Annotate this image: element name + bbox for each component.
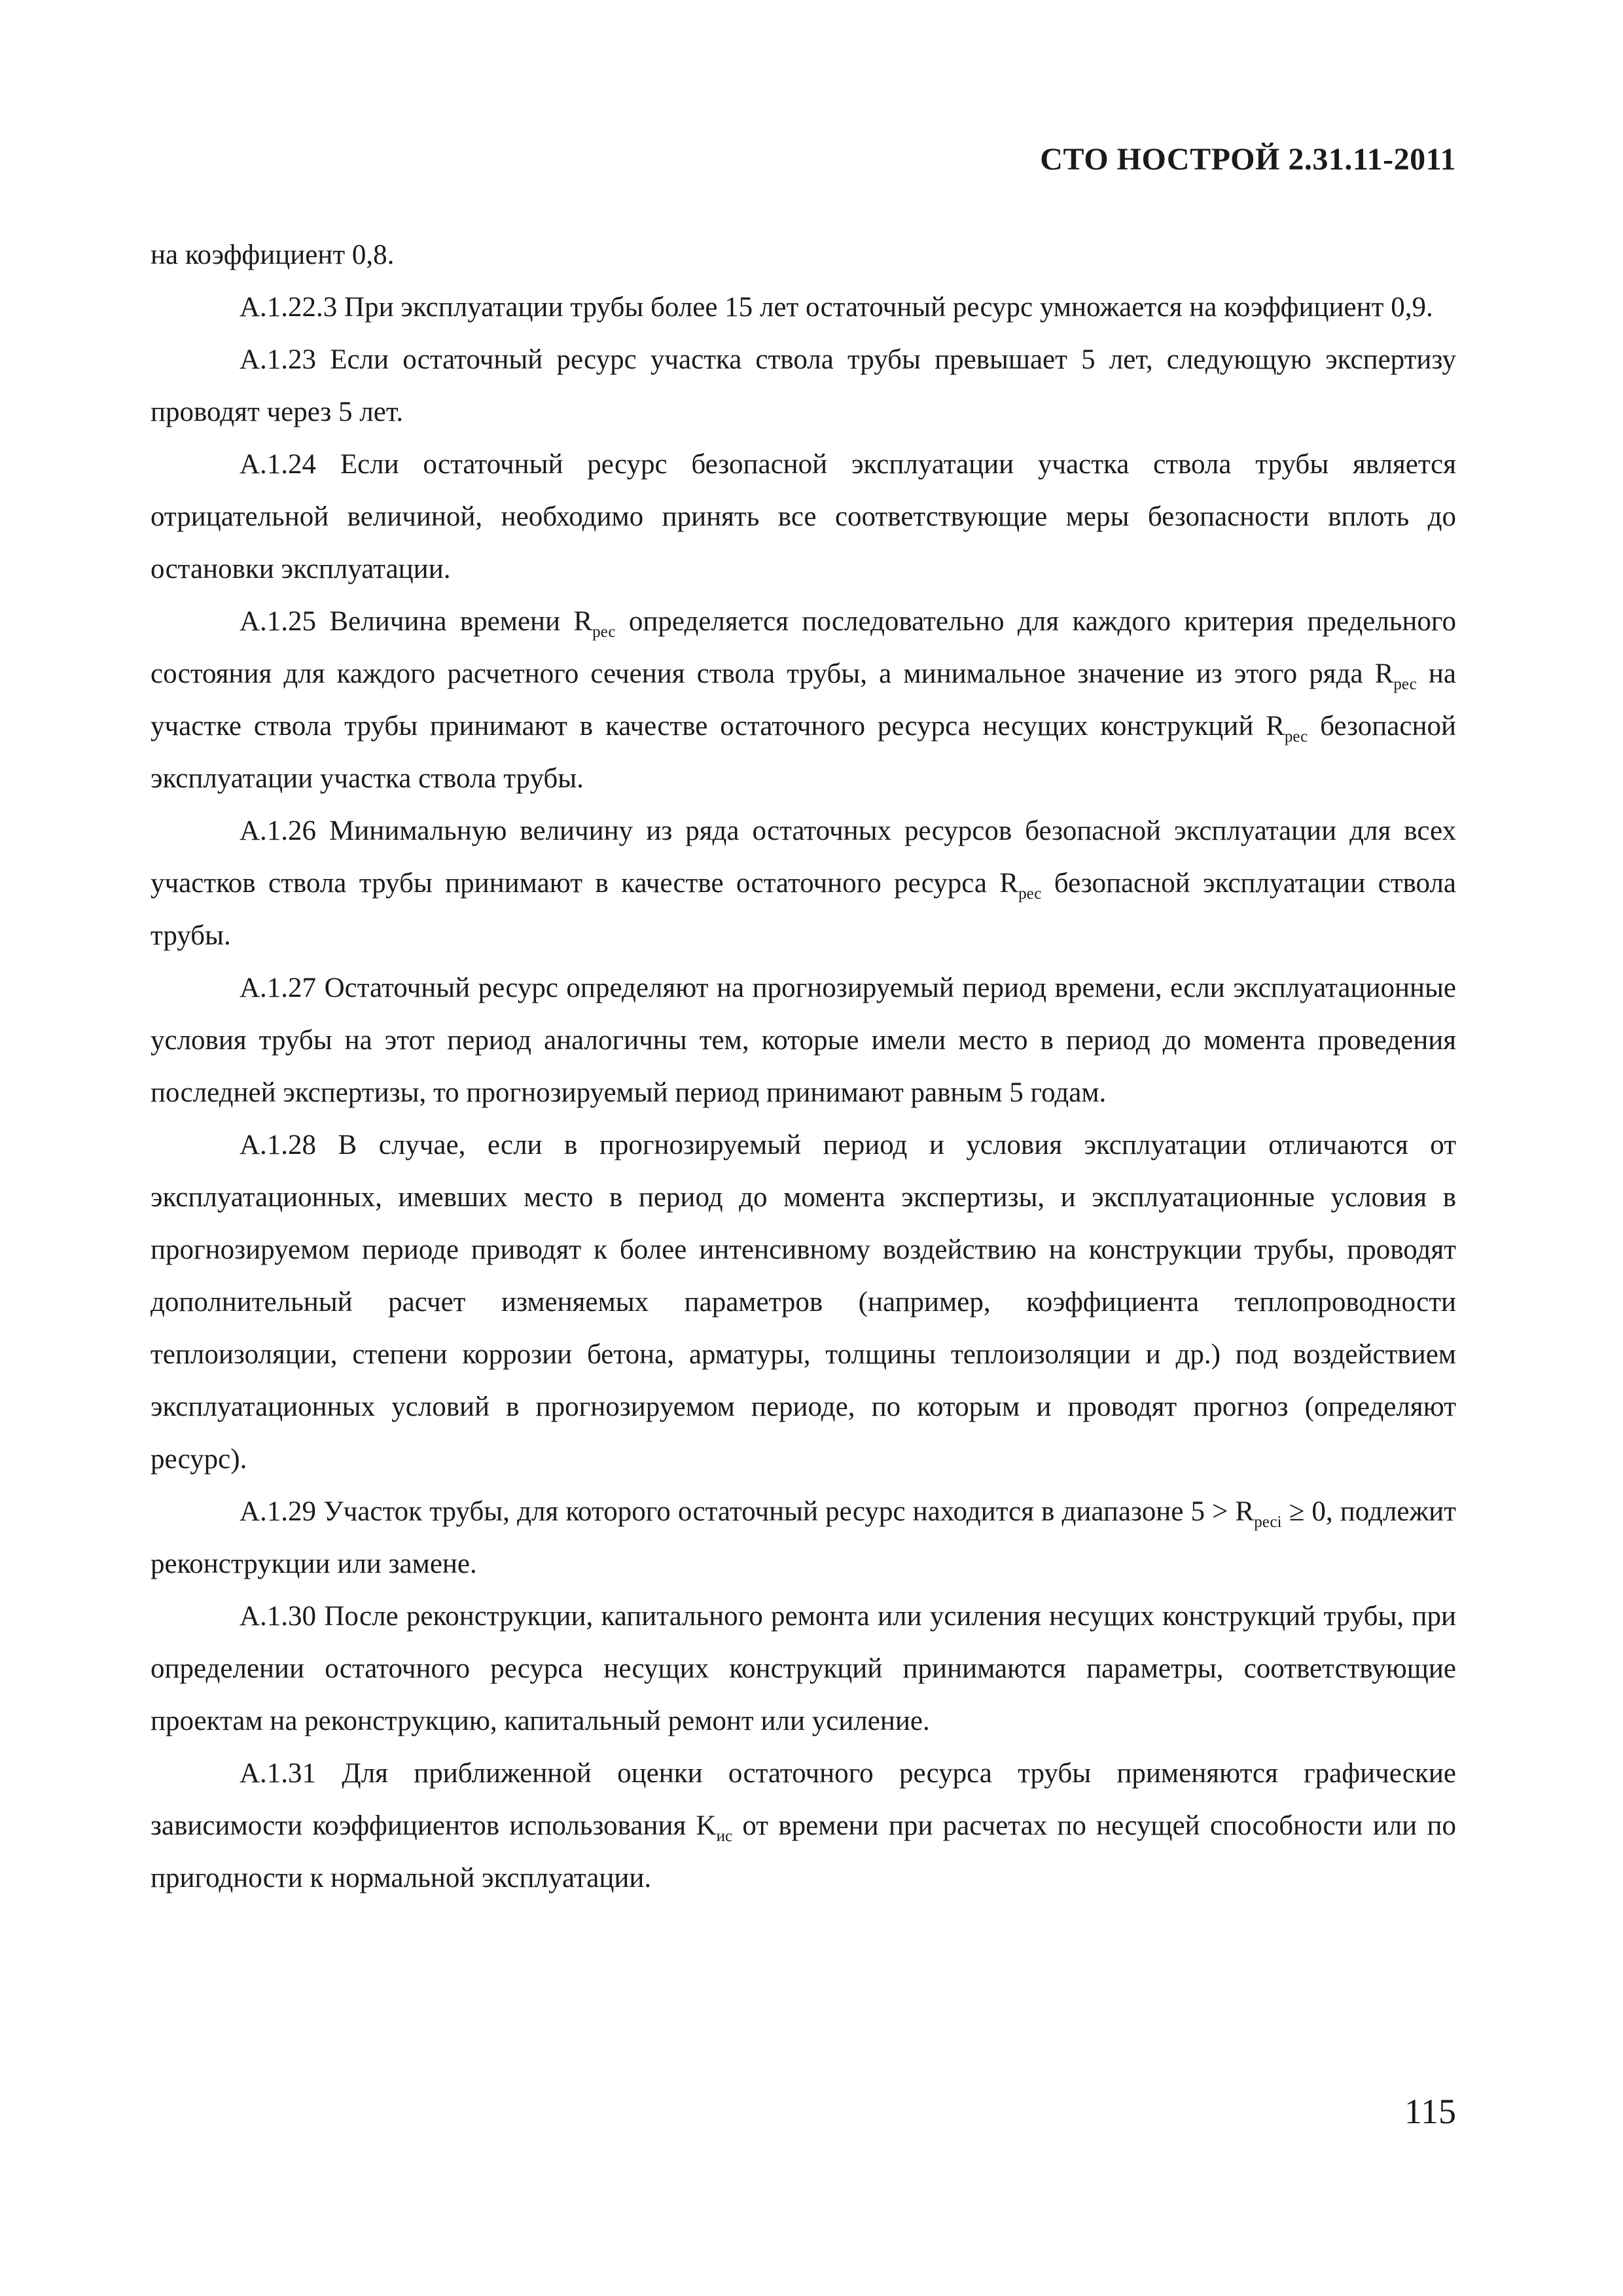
paragraph-text: А.1.26 Минимальную величину из ряда остаточных ресурсов безопасной эксплуатации для всех участков ствола трубы принимают в качестве остаточного ресурса R (151, 816, 1456, 899)
subscript: рес (592, 623, 616, 641)
document-code-header: СТО НОСТРОЙ 2.31.11-2011 (1040, 142, 1456, 177)
body-text (151, 229, 1456, 1905)
paragraph-a-1-27: А.1.27 Остаточный ресурс определяют на прогнозируемый период времени, если эксплуатационные условия трубы на этот период аналогичны тем, которые имели место в период до момента проведения последней экспертизы, то прогнозируемый период принимают равным 5 годам. (151, 973, 1456, 1108)
paragraph-text: А.1.25 Величина времени R (240, 606, 593, 637)
paragraph-a-1-24: А.1.24 Если остаточный ресурс безопасной эксплуатации участка ствола трубы является отрицательной величиной, необходимо принять все соответствующие меры безопасности вплоть до остановки эксплуатации. (151, 449, 1456, 584)
paragraph-a-1-26 (151, 805, 1456, 962)
paragraph-continuation: на коэффициент 0,8. (151, 240, 395, 270)
paragraph-text: от времени при расчетах по несущей способности или по пригодности к нормальной эксплуатации. (151, 1810, 1456, 1893)
paragraph-a-1-22-3: А.1.22.3 При эксплуатации трубы более 15 лет остаточный ресурс умножается на коэффициент 0,9. (240, 292, 1433, 323)
subscript: рес (1393, 675, 1417, 693)
paragraph-text: А.1.31 Для приближенной оценки остаточного ресурса трубы применяются графические зависимости коэффициентов использования K (151, 1758, 1456, 1841)
paragraph-text: определяется последовательно для каждого критерия предельного состояния для каждого расчетного сечения ствола трубы, а минимальное значение из этого ряда R (151, 606, 1456, 689)
subscript: рес (1284, 728, 1308, 745)
page-number: 115 (1404, 2092, 1456, 2131)
paragraph-text: на участке ствола трубы принимают в качестве остаточного ресурса несущих конструкций R (151, 658, 1456, 742)
paragraph-a-1-28: А.1.28 В случае, если в прогнозируемый период и условия эксплуатации отличаются от эксплуатационных, имевших место в период до момента экспертизы, и эксплуатационные условия в прогнозируемом периоде приводят к более интенсивному воздействию на конструкции трубы, проводят дополнительный расчет изменяемых параметров (например, коэффициента теплопроводности теплоизоляции, степени коррозии бетона, арматуры, толщины теплоизоляции и др.) под воздействием эксплуатационных условий в прогнозируемом периоде, по которым и проводят прогноз (определяют ресурс). (151, 1130, 1456, 1475)
subscript: рес (1018, 885, 1042, 903)
paragraph-a-1-31 (151, 1748, 1456, 1905)
paragraph-text: А.1.29 Участок трубы, для которого остаточный ресурс находится в диапазоне 5 > R (240, 1496, 1255, 1527)
paragraph-text: безопасной эксплуатации ствола трубы. (151, 868, 1456, 951)
subscript: ресi (1254, 1513, 1282, 1531)
paragraph-a-1-30: А.1.30 После реконструкции, капитального ремонта или усиления несущих конструкций трубы, при определении остаточного ресурса несущих конструкций принимаются параметры, соответствующие проектам на реконструкцию, капитальный ремонт или усиление. (151, 1601, 1456, 1736)
paragraph-a-1-23: А.1.23 Если остаточный ресурс участка ствола трубы превышает 5 лет, следующую экспертизу проводят через 5 лет. (151, 344, 1456, 427)
paragraph-a-1-25 (151, 596, 1456, 805)
paragraph-text: безопасной эксплуатации участка ствола трубы. (151, 711, 1456, 794)
paragraph-text: ≥ 0, подлежит реконструкции или замене. (151, 1496, 1456, 1579)
paragraph-a-1-29 (151, 1486, 1456, 1590)
subscript: ис (716, 1827, 733, 1845)
